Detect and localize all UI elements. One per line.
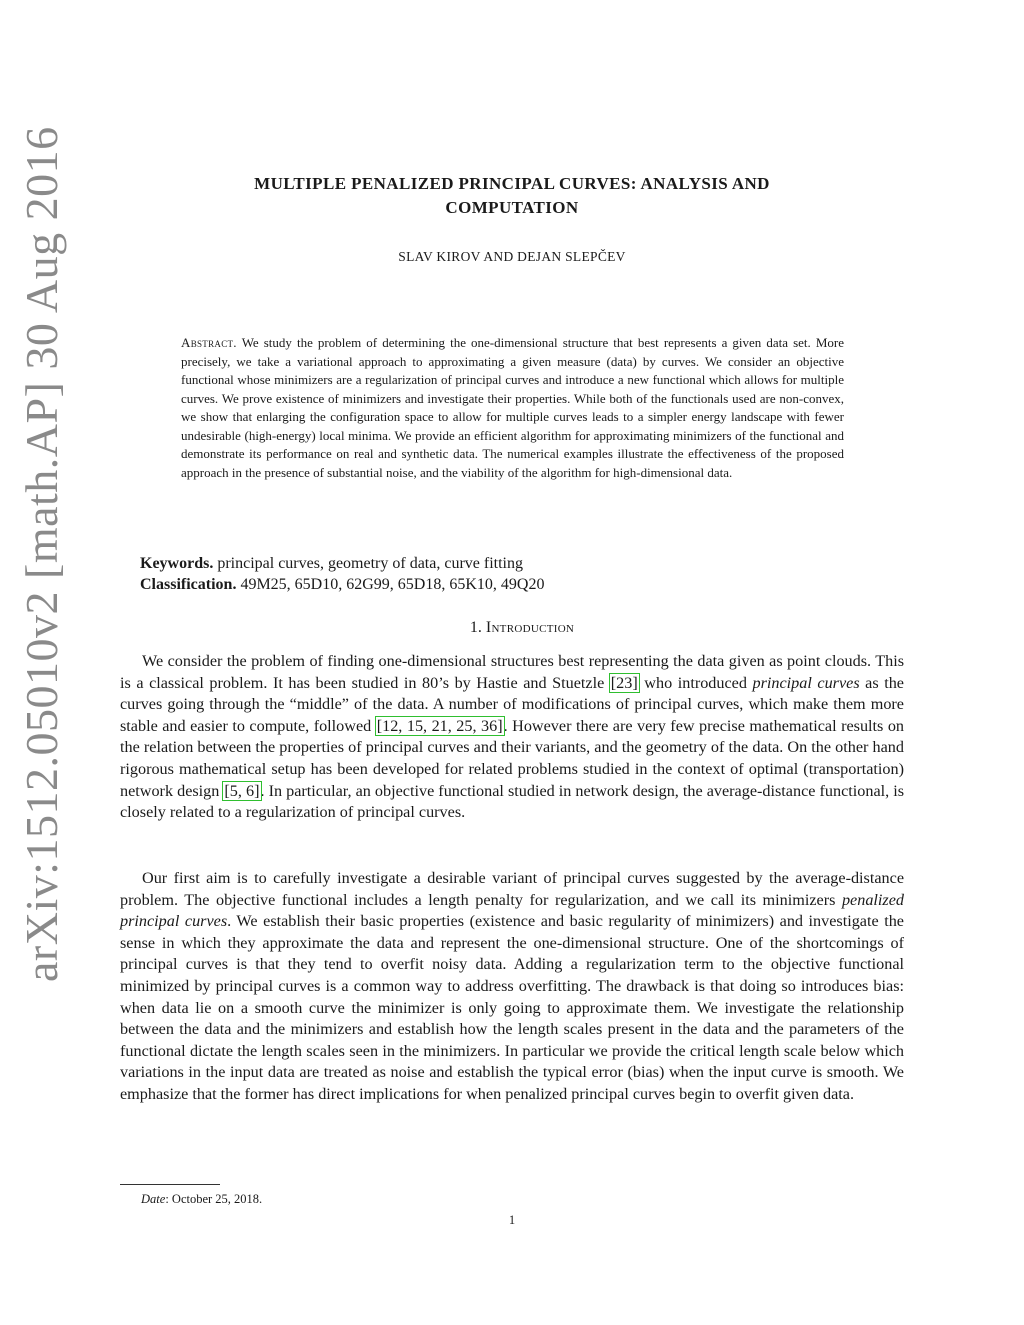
classification xyxy=(140,574,900,595)
citation-link[interactable]: [23] xyxy=(610,673,638,692)
para1-text-4: . However there are very few precise mathematical results on the relation between the properties of principal curves and their variants, and the geometry of the data. On the other hand rigorous mathematical setup has been developed for related problems studied in the context of optimal (transportation) network design xyxy=(120,716,905,800)
arxiv-identifier: arXiv:1512.05010v2 [math.AP] 30 Aug 2016 xyxy=(16,126,67,982)
classification-text: 49M25, 65D10, 62G99, 65D18, 65K10, 49Q20 xyxy=(240,576,545,593)
para1-text-2: who introduced xyxy=(638,673,753,692)
page-number: 1 xyxy=(508,1213,516,1227)
para1-text-3: as the curves going through the “middle” of the data. A number of modifications of principal curves, which make them more stable and easier to compute, followed xyxy=(120,673,904,735)
paragraph-1 xyxy=(120,651,904,824)
title-line-1: MULTIPLE PENALIZED PRINCIPAL CURVES: ANALYSIS AND xyxy=(254,174,770,193)
keywords-text: principal curves, geometry of data, curve fitting xyxy=(217,555,523,572)
para1-text-1: We consider the problem of finding one-dimensional structures best representing the data given as point clouds. This is a classical problem. It has been studied in 80’s by Hastie and Stuetzle xyxy=(120,652,904,692)
abstract-text: We study the problem of determining the one-dimensional structure that best represents a given data set. More precisely, we take a variational approach to approximating a given measure (data) by curves. We consider an objective functional whose minimizers are a regularization of principal curves and introduce a new functional which allows for multiple curves. We prove existence of minimizers and investigate their properties. While both of the functionals used are non-convex, we show that enlarging the configuration space to allow for multiple curves leads to a simpler energy landscape with fewer undesirable (high-energy) local minima. We provide an efficient algorithm for approximating minimizers of the functional and demonstrate its performance on real and synthetic data. The numerical examples illustrate the effectiveness of the proposed approach in the presence of substantial noise, and the viability of the algorithm for high-dimensional data. xyxy=(181,335,844,480)
section-title: Introduction xyxy=(485,619,575,636)
footnote-rule xyxy=(120,1184,220,1185)
classification-label: Classification. xyxy=(140,576,237,593)
para2-emphasis: penalized principal curves xyxy=(120,890,904,931)
abstract-label: Abstract. xyxy=(181,335,237,350)
paper-title xyxy=(150,172,874,220)
para2-text-1: Our first aim is to carefully investigate a desirable variant of principal curves suggested by the average-distance problem. The objective functional includes a length penalty for regularization, and we call its minimizers xyxy=(120,869,904,909)
citation-link[interactable]: [12, 15, 21, 25, 36] xyxy=(376,716,503,735)
paragraph-2 xyxy=(120,868,904,1106)
footnote-label: Date xyxy=(141,1192,166,1206)
para2-text-2: . We establish their basic properties (existence and basic regularity of minimizers) and investigate the sense in which they approximate the data and represent the one-dimensional structure. One of the shortcomings of principal curves is that they tend to overfit noisy data. Adding a regularization term to the objective functional minimized by principal curves is a common way to address overfitting. The drawback is that doing so introduces bias: when data lie on a smooth curve the minimizer is only going to approximate them. We investigate the relationship between the data and the minimizers and establish how the length scales present in the data and the parameters of the functional dictate the length scales seen in the minimizers. In particular we provide the critical length scale below which variations in the input data are treated as noise and establish the typical error (bias) when the input curve is smooth. We emphasize that the former has direct implications for when penalized principal curves begin to overfit given data. xyxy=(120,912,904,1103)
footnote-text: : October 25, 2018. xyxy=(165,1192,263,1206)
keywords xyxy=(140,553,900,574)
authors: SLAV KIROV AND DEJAN SLEPČEV xyxy=(398,249,626,264)
para1-emphasis: principal curves xyxy=(752,673,860,692)
section-number: 1. xyxy=(469,619,482,636)
para1-text-5: . In particular, an objective functional studied in network design, the average-distance functional, is closely related to a regularization of principal curves. xyxy=(120,781,905,822)
abstract xyxy=(181,334,844,482)
section-heading xyxy=(140,619,904,637)
title-line-2: COMPUTATION xyxy=(445,198,579,217)
footnote xyxy=(141,1192,262,1207)
citation-link[interactable]: [5, 6] xyxy=(224,781,260,800)
keywords-label: Keywords. xyxy=(140,555,214,572)
